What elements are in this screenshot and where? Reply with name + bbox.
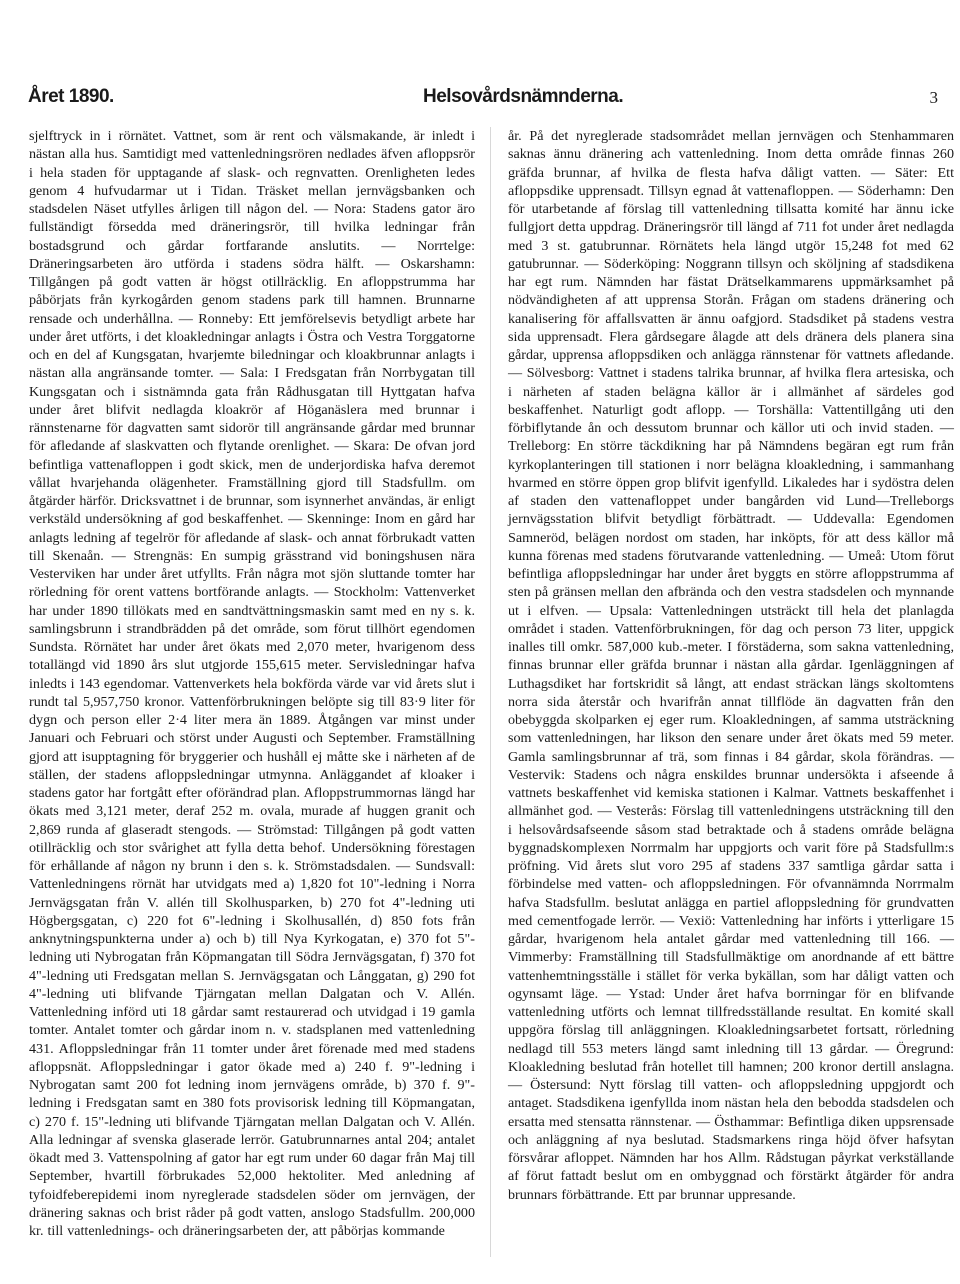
page-header [28,86,938,116]
text-column-right [508,127,954,1204]
running-head-title: Helsovårdsnämnderna. [423,86,624,107]
column-divider [490,127,491,1257]
text-column-left [29,127,475,1240]
body-text-right: år. På det nyreglerade stadsområdet mellan jernvägen och Stenhammaren saknas ännu dränering ach vattenledning. Inom detta område finnas 260 gräfda brunnar, af hvilka de flesta hafva dåligt vatten. — Säter: Ett afloppsdike upprensadt. Tillsyn egnad åt vattenafloppen. — Söderhamn: Den för utarbetande af förslag till vattenledning tillsatta komité har ännu icke fullgjort detta uppdrag. Dräneringsrör till längd af 711 fot under året nedlagda med 3 st. gatubrunnar. Rörnätets hela längd utgör 15,248 fot med 62 gatubrunnar. — Söderköping: Noggrann tillsyn och sköljning af stadsdikena har egt rum. Nämnden har fästat Drätselkammarens uppmärksamhet på nödvändigheten af att upprensa Storån. Frågan om stadens dränering och kanalisering för affallsvatten är ännu oafgjord. Stadsdiket på stadens vestra sida upprensadt. Flera gårdsegare ålagde att dels dränera dels planera sina gårdar, upprensa afloppsdiken och anlägga rännstenar för vattnets afledande. — Sölvesborg: Vattnet i stadens talrika brunnar, af hvilka flera artesiska, och i närheten af staden belägna källor är i allmänhet af särdeles god beskaffenhet. Naturligt godt aflopp. — Torshälla: Vattentillgång uti den förbiflytande ån och dessutom brunnar och källor uti och invid staden. — Trelleborg: En större täckdikning har på Nämndens begäran egt rum från kyrkoplanteringen till stationen i norr belägna kloakledning, i sammanhang hvarmed en större öppen grop blifvit igenfylld. Likaledes har i sydöstra delen af staden den vattenafloppet under bangården vid Lund—Trelleborgs jernvägsstation blifvit betydligt förbättradt. — Uddevalla: Egendomen Samneröd, belägen nordost om staden, har inköpts, för att dess källor må kunna förenas med stadens förutvarande vattenledning. — Umeå: Utom förut befintliga afloppsledningar har under året byggts en större afloppstrumma af sten på gränsen mellan den afbrända och den vestra stadsdelen och mynnande ut i elfven. — Upsala: Vattenledningen utsträckt till hela det planlagda området i staden. Vattenförbrukningen, för dag och person 73 liter, uppgick inalles till omkr. 587,000 kub.-meter. I förstäderna, som sakna vattenledning, finnas brunnar eller gräfda brunnar i nästan alla gårdar. Igenläggningen af Luthagsdiket har fortskridit så långt, att endast sträckan längs skoltomtens norra sida återstår och hvarifrån annat tillflöde än dagvatten från den obebyggda skolparken ej eger rum. Kloakledningen, af samma utsträckning som vattenledningen, har likson den senare under året ökats med 59 meter. Gamla samlingsbrunnar af trä, som finnas i 84 gårdar, skola förändras. — Vestervik: Stadens och några enskildes brunnar undersökta i afseende å vattnets beskaffenhet vid kemiska stationen i Kalmar. Vattnets beskaffenhet i allmänhet god. — Vesterås: Förslag till vattenledningens utsträckning till den i helsovårdsafseende såsom stad betraktade och å stadens område belägna byggnadskomplexen Norrmalm har uppgjorts och varit före på Stadsfullm:s pröfning. Vid årets slut voro 295 af stadens 337 samtliga gårdar satta i förbindelse med vatten- och afloppsledningen. För ofvannämnda Norrmalm hafva Stadsfullm. beslutat anlägga en partiel afloppsledning för grundvatten med cementfogade lerrör. — Vexiö: Vattenledning har införts i ytterligare 15 gårdar, hvarigenom hela antalet gårdar med vattenledning till 166. — Vimmerby: Framställning till Stadsfullmäktige om anordnande af ett bättre vattenhemtningsställe i stället för verka bykällan, som har dåligt vatten och ogynsamt läge. — Ystad: Under året hafva borrningar för en blifvande vattenledning utförts och lemnat tillfredsställande resultat. En komité skall uppgöra förslag till anläggningen. Kloakledningsarbetet fortsatt, rörledning nedlagd till 553 meters längd samt inledning till 13 gårdar. — Öregrund: Kloakledning beslutad från hotellet till hamnen; 200 kronor dertill anslagna. — Östersund: Nytt förslag till vatten- och afloppsledning uppgjordt och antaget. Stadsdikena igenfyllda inom nästan hela den bebodda stadsdelen och ersatta med stensatta rännstenar. — Östhammar: Befintliga diken uppsrensade och anläggning af nya beslutad. Stadsmarkens ringa höjd öfver hafsytan försvårar afloppet. Nämnden har hos Allm. Rådstugan påyrkat verkställande af förut fattadt beslut om en ombyggnad och förstärkt åtgärder för andra brunnars förbättrande. Ett par brunnar uppresande. [508,128,954,1203]
body-text-left: sjelftryck in i rörnätet. Vattnet, som är rent och välsmakande, är inledt i nästan alla hus. Samtidigt med vattenledningsrören nedlades äfven afloppsrör i hela staden för upptagande af slask- och regnvatten. Orenligheten ledes genom 4 hufvudarmar ut i Tidan. Träsket mellan jernvägsbanken och stadsdelen Näset utfylles årligen till någon del. — Nora: Stadens gator äro fullständigt försedda med dräneringsrör, till hvilka ledningar från bostadsgrund och gårdar fortfarande anslutits. — Norrtelge: Dräneringsarbeten äro utförda i stadens södra hälft. — Oskarshamn: Tillgången på godt vatten är högst otillräcklig. En afloppstrumma har påbörjats från kyrkogården genom stadens park till hamnen. Brunnarne rensade och underhållna. — Ronneby: Ett jemförelsevis betydligt arbete har under året utförts, i det kloakledningar anlagts i Östra och Vestra Torggatorne och en del af Kungsgatan, hvarjemte biledningar och kloakbrunnar anlagts i nästan alla angränsande tomter. — Sala: I Fredsgatan från Norrbygatan till Kungsgatan och i sistnämnda gata från Rådhusgatan till Hyttgatan hafva under året blifvit nedlagda kloakrör af Höganäslera med brunnar i rännstenarne för dagvatten samt sidorör till angränsande gårdar med brunnar för afledande af slaskvatten och flytande orenlighet. — Skara: De ofvan jord befintliga vattenafloppen i godt skick, men de underjordiska hafva deremot vållat hvarjehanda olägenheter. Framställning gjord till Stadsfullm. om åtgärder härför. Dricksvattnet i de brunnar, som isynnerhet användas, är enligt verkstäld undersökning af god beskaffenhet. — Skenninge: Inom en gård har anlagts ledning af tegelrör för afledande af slask- och annat förbrukadt vatten till Skenaån. — Strengnäs: En sumpig grässtrand vid boningshusen nära Vesterviken har under året utfyllts. Från några mot sjön sluttande tomter har rörledning för orent vattens bortförande anlagts. — Stockholm: Vattenverket har under 1890 tillökats med en sandtvättningsmaskin samt med en ny s. k. samlingsbrunn i strandbrädden på det område, som förut tillhört egendomen Sundsta. Rörnätet har under året ökats med 2,070 meter, hvarigenom dess totallängd vid 1890 års slut utgjorde 155,615 meter. Servisledningar hafva inledts i 143 egendomar. Vattenverkets hela bokförda värde var vid årets slut i rundt tal 5,957,750 kronor. Vattenförbrukningen belöpte sig till 83·9 liter för dygn och person eller 2·4 liter mera än 1889. Åtgången var minst under Januari och Februari och störst under Augusti och September. Framställning gjord att isupptagning för bryggerier och hushåll ej måtte ske i närheten af de ställen, der stadens afloppsledningar utmynna. Anläggandet af kloaker i stadens gator har fortgått efter oförändrad plan. Afloppstrummornas längd har ökats med 3,121 meter, deraf 252 m. ovala, murade af huggen granit och 2,869 runda af glaseradt stengods. — Strömstad: Tillgången på godt vatten otillräcklig och stor svårighet att fylla detta behof. Undersökning förestagen för erhållande af någon ny brunn i den s. k. Strömstadsdalen. — Sundsvall: Vattenledningens rörnät har utvidgats med a) 1,820 fot 10"-ledning i Norra Jernvägsgatan från V. allén till Skolhusparken, b) 270 fot 4"-ledning uti Högbergsgatan, c) 220 fot 6"-ledning i Skolhusallén, d) 850 fots från anknytningspunkterna under a) och b) till Nya Kyrkogatan, e) 370 fot 5"-ledning uti Nybrogatan från Köpmangatan till Södra Jernvägsgatan, f) 370 fot 4"-ledning uti Fredsgatan mellan S. Jernvägsgatan och Långgatan, g) 290 fot 4"-ledning uti blifvande Tjärngatan mellan Dalgatan och V. Allén. Vattenledning införd uti 18 gårdar samt restaurerad och utvidgad i 19 gamla tomter. Antalet tomter och gårdar inom n. v. stadsplanen med vattenledning 431. Afloppsledningar från 11 tomter under året förenade med med stadens afloppsnät. Afloppsledningar i gator ökade med a) 240 f. 9"-ledning i Nybrogatan samt 200 fot ledning inom jernvägens område, b) 370 f. 9"-ledning i Fredsgatan samt en 380 fots provisorisk ledning till Köpmangatan, c) 270 f. 15"-ledning uti blifvande Tjärngatan mellan Dalgatan och V. Allén. Alla ledningar af svenska glaserade lerrör. Gatubrunnarnes antal 204; antalet ökadt med 3. Vattenspolning af gator har egt rum under 60 dagar från Maj till September, hvartill förbrukades 52,000 hektoliter. Med anledning af tyfoidfeberepidemi inom nyreglerade stadsdelen söder om jernvägen, der dränering saknas och brist råder på godt vatten, anslogo Stadsfullm. 200,000 kr. till vattenlednings- och dräneringsarbeten der, att påbörjas kommande [29,128,475,1239]
running-head-year: Året 1890. [28,86,114,107]
page-number: 3 [929,88,938,107]
